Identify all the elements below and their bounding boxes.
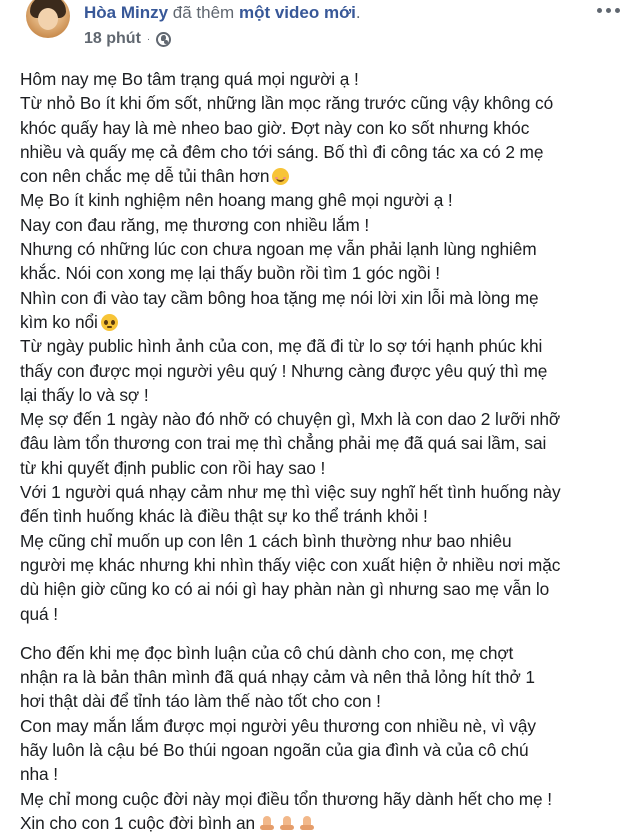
post-line: quá ! (20, 603, 58, 624)
author-name[interactable]: Hòa Minzy (84, 3, 169, 22)
post-line: thấy con được mọi người yêu quý ! Nhưng càng được yêu quý thì mẹ (20, 360, 548, 381)
post-line: Mẹ sợ đến 1 ngày nào đó nhỡ có chuyện gì, Mxh là con dao 2 lưỡi nhỡ (20, 409, 561, 430)
paragraph-gap (20, 626, 626, 641)
post-header (0, 0, 640, 60)
post-line-text: Xin cho con 1 cuộc đời bình an (20, 812, 256, 833)
more-options-icon[interactable] (597, 8, 620, 13)
author-action: đã thêm (172, 3, 235, 22)
more-dot (606, 8, 611, 13)
smiling-blush-emoji-icon (272, 168, 289, 185)
post-line-text: con nên chắc mẹ dễ tủi thân hơn (20, 166, 270, 187)
post-line: Nay con đau răng, mẹ thương con nhiều lắm ! (20, 214, 370, 235)
post-line: Từ ngày public hình ảnh của con, mẹ đã đi từ lo sợ tới hạnh phúc khi (20, 336, 543, 357)
praying-hands-icon (279, 815, 295, 831)
globe-icon[interactable] (156, 32, 171, 47)
post-line: đâu làm tổn thương con trai mẹ thì chẳng phải mẹ đã quá sai lầm, sai (20, 433, 547, 454)
post-line: Cho đến khi mẹ đọc bình luận của cô chú dành cho con, mẹ chợt (20, 642, 514, 663)
post-line: Từ nhỏ Bo ít khi ốm sốt, những lần mọc răng trước cũng vậy không có (20, 93, 554, 114)
post-body (20, 67, 626, 835)
praying-hands-icon (299, 815, 315, 831)
post-line: Mẹ Bo ít kinh nghiệm nên hoang mang ghê mọi người ạ ! (20, 190, 453, 211)
post-meta (84, 30, 171, 48)
post-line: hãy luôn là cậu bé Bo thúi ngoan ngoãn của gia đình và của cô chú (20, 740, 529, 761)
post-line: Hôm nay mẹ Bo tâm trạng quá mọi người ạ ! (20, 69, 359, 89)
post-line: khóc quấy hay là mè nheo bao giờ. Đợt này con ko sốt nhưng khóc (20, 117, 530, 138)
post-timestamp[interactable]: 18 phút (84, 30, 141, 47)
action-end: . (355, 3, 361, 22)
avatar[interactable] (26, 0, 70, 38)
post-line: đến tình huống khác là điều thật sự ko thể tránh khỏi ! (20, 506, 428, 527)
post-line: nhiều và quấy mẹ cả đêm cho tới sáng. Bố thì đi công tác xa có 2 mẹ (20, 141, 544, 162)
post-line: nha ! (20, 764, 58, 785)
action-object-link[interactable]: một video mới (238, 3, 356, 22)
post-line (20, 164, 626, 188)
teary-face-emoji-icon (101, 314, 118, 331)
post-line: Con may mắn lắm được mọi người yêu thương con nhiều nè, vì vậy (20, 715, 536, 736)
more-dot (597, 8, 602, 13)
post-line: khắc. Nói con xong mẹ lại thấy buồn rồi tìm 1 góc ngồi ! (20, 263, 440, 284)
author-line (84, 3, 361, 23)
post-line: hơi thật dài để tỉnh táo làm thế nào tốt cho con ! (20, 691, 381, 712)
avatar-face (38, 8, 58, 30)
post-line-text: kìm ko nổi (20, 311, 98, 332)
post-line: người mẹ khác nhưng khi nhìn thấy việc con xuất hiện ở nhiều nơi mặc (20, 554, 561, 575)
post-line: Nhưng có những lúc con chưa ngoan mẹ vẫn phải lạnh lùng nghiêm (20, 239, 537, 260)
post-line: lại thấy lo và sợ ! (20, 384, 149, 405)
post-line (20, 310, 626, 334)
post-line: Mẹ cũng chỉ muốn up con lên 1 cách bình thường như bao nhiêu (20, 530, 512, 551)
meta-separator: · (146, 33, 151, 45)
praying-hands-icon (259, 815, 275, 831)
post-line: Nhìn con đi vào tay cầm bông hoa tặng mẹ nói lời xin lỗi mà lòng mẹ (20, 287, 539, 308)
post-line: dù hiện giờ cũng ko có ai nói gì hay phàn nàn gì nhưng sao mẹ vẫn lo (20, 579, 550, 600)
post-line: nhận ra là bản thân mình đã quá nhạy cảm và nên thả lỏng hít thở 1 (20, 667, 535, 688)
more-dot (615, 8, 620, 13)
post-line: Mẹ chỉ mong cuộc đời này mọi điều tổn thương hãy dành hết cho mẹ ! (20, 788, 552, 809)
post-line: từ khi quyết định public con rồi hay sao ! (20, 457, 326, 478)
post-line (20, 811, 626, 835)
post-line: Với 1 người quá nhạy cảm như mẹ thì việc suy nghĩ hết tình huống này (20, 482, 561, 503)
